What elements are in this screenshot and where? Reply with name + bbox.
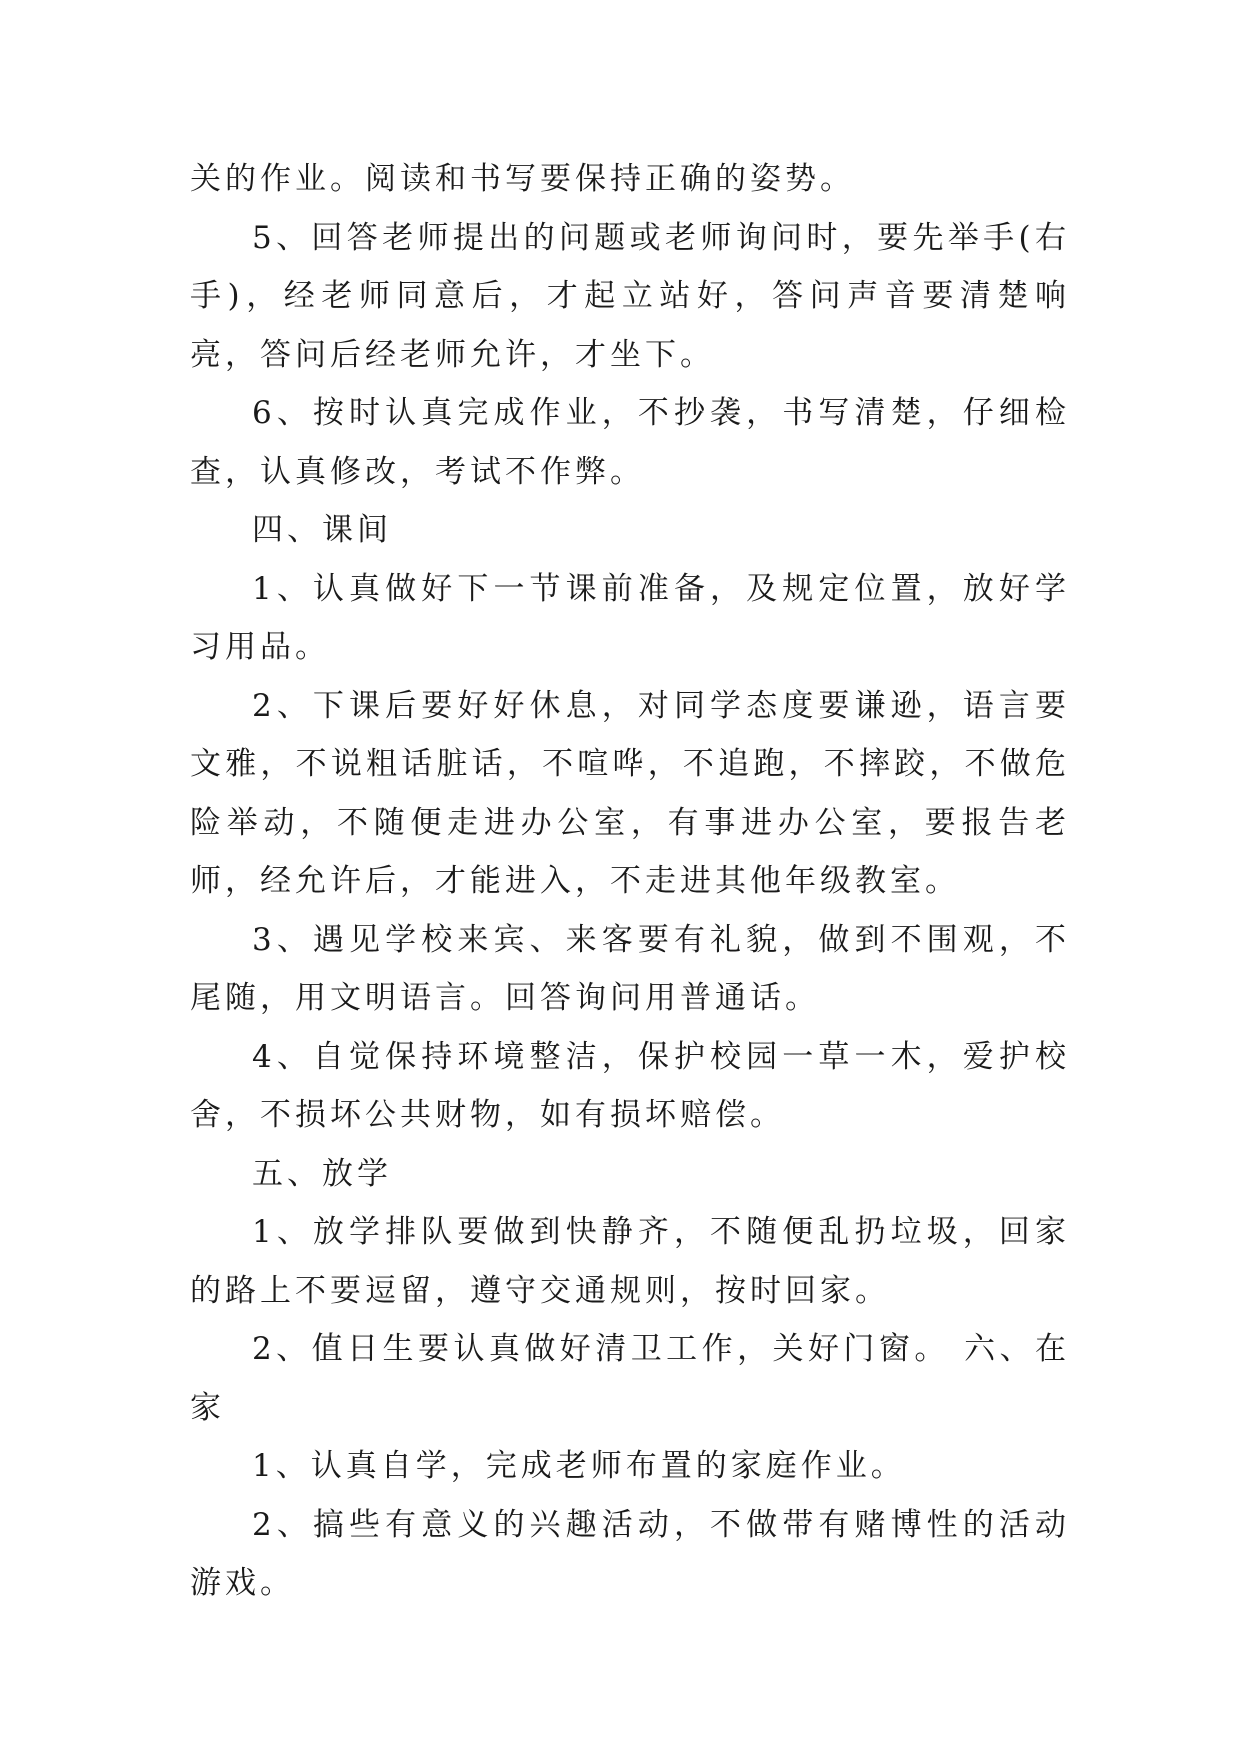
document-body xyxy=(190,150,1070,1613)
paragraph-13: 2、搞些有意义的兴趣活动，不做带有赌博性的活动游戏。 xyxy=(190,1506,1070,1601)
paragraph-12: 1、认真自学，完成老师布置的家庭作业。 xyxy=(252,1448,906,1484)
paragraph-1: 关的作业。阅读和书写要保持正确的姿势。 xyxy=(190,161,855,197)
paragraph-7: 3、遇见学校来宾、来客要有礼貌，做到不围观，不尾随，用文明语言。回答询问用普通话。 xyxy=(190,921,1070,1016)
paragraph-6: 2、下课后要好好休息，对同学态度要谦逊，语言要文雅，不说粗话脏话，不喧哗，不追跑，不摔跤，不做危险举动，不随便走进办公室，有事进办公室，要报告老师，经允许后，才能进入，不走进其他年级教室。 xyxy=(190,687,1070,899)
section-heading-break: 四、课间 xyxy=(252,512,392,548)
paragraph-3: 6、按时认真完成作业，不抄袭，书写清楚，仔细检查，认真修改，考试不作弊。 xyxy=(190,395,1070,490)
paragraph-5: 1、认真做好下一节课前准备，及规定位置，放好学习用品。 xyxy=(190,570,1070,665)
paragraph-10: 1、放学排队要做到快静齐，不随便乱扔垃圾，回家的路上不要逗留，遵守交通规则，按时回家。 xyxy=(190,1214,1070,1309)
paragraph-8: 4、自觉保持环境整洁，保护校园一草一木，爱护校舍，不损坏公共财物，如有损坏赔偿。 xyxy=(190,1038,1070,1133)
paragraph-2: 5、回答老师提出的问题或老师询问时，要先举手(右手)，经老师同意后，才起立站好，答问声音要清楚响亮，答问后经老师允许，才坐下。 xyxy=(190,219,1070,373)
paragraph-11: 2、值日生要认真做好清卫工作，关好门窗。 六、在家 xyxy=(190,1331,1070,1426)
section-heading-dismissal: 五、放学 xyxy=(252,1155,392,1192)
